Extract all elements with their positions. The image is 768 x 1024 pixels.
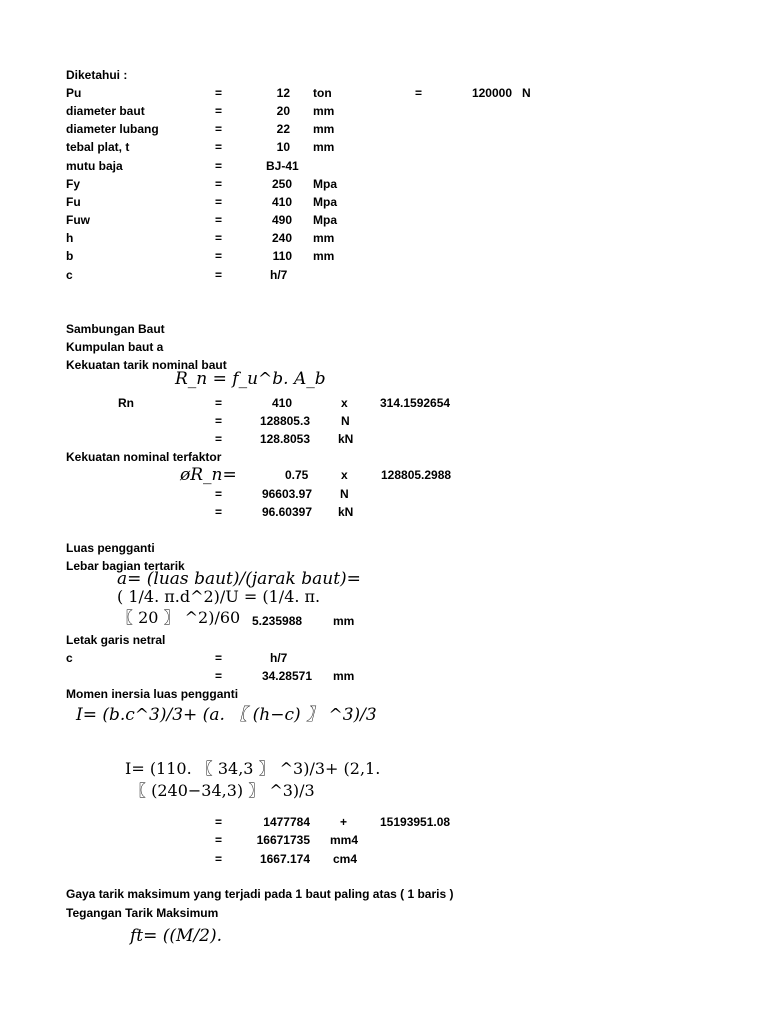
given-unit-converted: N <box>522 86 531 100</box>
equals-sign: = <box>215 231 223 245</box>
equals-sign: = <box>215 833 223 847</box>
rn-unit: kN <box>338 432 354 446</box>
c-unit: mm <box>333 669 355 683</box>
rn-value: 314.1592654 <box>380 396 451 410</box>
phi-result: 96.60397 <box>261 505 312 519</box>
equals-sign: = <box>215 487 223 501</box>
given-value: 22 <box>276 122 290 136</box>
given-value: 240 <box>271 231 292 245</box>
a-formula: 〖 20 〗 ^2)/60 <box>117 608 241 627</box>
given-value: 20 <box>276 104 290 118</box>
multiply-sign: x <box>341 468 348 482</box>
a-unit: mm <box>333 614 355 628</box>
given-unit: mm <box>313 122 335 136</box>
equals-sign: = <box>215 104 223 118</box>
inertia-result: 1667.174 <box>259 852 310 866</box>
given-unit: mm <box>313 140 335 154</box>
phi-operand: 128805.2988 <box>381 468 452 482</box>
given-label: c <box>66 268 73 282</box>
c-value: 34.28571 <box>261 669 312 683</box>
given-value: 410 <box>271 195 292 209</box>
phi-factor: 0.75 <box>285 468 309 482</box>
multiply-sign: x <box>341 396 348 410</box>
rn-formula: R_n = f_u^b. A_b <box>175 369 326 389</box>
replacement-area-title: Luas pengganti <box>66 541 155 555</box>
given-value-converted: 120000 <box>471 86 512 100</box>
equals-sign: = <box>215 177 223 191</box>
neutral-axis-title: Letak garis netral <box>66 633 166 647</box>
given-label: tebal plat, t <box>66 140 130 154</box>
given-label: Fu <box>66 195 81 209</box>
given-value: BJ-41 <box>266 159 299 173</box>
equals-sign: = <box>215 140 223 154</box>
given-unit: ton <box>313 86 332 100</box>
equals-sign: = <box>215 669 223 683</box>
inertia-unit: mm4 <box>330 833 359 847</box>
equals-sign: = <box>215 505 223 519</box>
given-label: Fy <box>66 177 81 191</box>
given-unit: Mpa <box>313 177 337 191</box>
phi-unit: kN <box>338 505 354 519</box>
equals-sign: = <box>215 86 223 100</box>
equals-sign: = <box>215 396 223 410</box>
given-label: mutu baja <box>66 159 123 173</box>
plus-sign: + <box>340 815 348 829</box>
given-title: Diketahui : <box>66 68 128 82</box>
max-tensile-stress-title: Tegangan Tarik Maksimum <box>66 906 219 920</box>
inertia-term: 1477784 <box>263 815 310 829</box>
rn-value: 410 <box>271 396 292 410</box>
phi-unit: N <box>340 487 349 501</box>
equals-sign: = <box>215 268 223 282</box>
a-formula: ( 1/4. π.d^2)/U = (1/4. π. <box>117 587 321 606</box>
given-value: 12 <box>276 86 290 100</box>
inertia-term: 15193951.08 <box>380 815 451 829</box>
inertia-formula: I= (b.c^3)/3+ (a. 〖 (h−c) 〗 ^3)/3 <box>76 705 377 725</box>
inertia-title: Momen inersia luas pengganti <box>66 687 239 701</box>
given-label: h <box>66 231 74 245</box>
rn-result: 128805.3 <box>259 414 310 428</box>
inertia-substitution: I= (110. 〖 34,3 〗 ^3)/3+ (2,1. <box>125 759 381 778</box>
equals-sign: = <box>215 815 223 829</box>
nominal-strength-title: Kekuatan tarik nominal baut <box>66 358 227 372</box>
given-unit: mm <box>313 231 335 245</box>
given-value: 250 <box>271 177 292 191</box>
factored-strength-title: Kekuatan nominal terfaktor <box>66 450 222 464</box>
phi-result: 96603.97 <box>261 487 312 501</box>
given-value: h/7 <box>270 268 288 282</box>
equals-sign: = <box>215 249 223 263</box>
given-label: diameter baut <box>66 104 145 118</box>
equals-sign: = <box>215 213 223 227</box>
given-value: 490 <box>271 213 292 227</box>
rn-label: Rn <box>118 396 134 410</box>
given-value: 110 <box>272 249 292 263</box>
c-label: c <box>66 651 73 665</box>
subsection-heading: Kumpulan baut a <box>66 340 164 354</box>
equals-sign: = <box>215 122 223 136</box>
phi-rn-formula: øR_n= <box>180 465 237 485</box>
ft-formula: ft= ((M/2). <box>130 926 223 946</box>
given-label: Fuw <box>66 213 90 227</box>
section-heading: Sambungan Baut <box>66 322 165 336</box>
equals-sign: = <box>415 86 423 100</box>
equals-sign: = <box>215 195 223 209</box>
equals-sign: = <box>215 651 223 665</box>
given-label: diameter lubang <box>66 122 159 136</box>
equals-sign: = <box>215 159 223 173</box>
given-unit: Mpa <box>313 213 337 227</box>
inertia-substitution: 〖 (240−34,3) 〗 ^3)/3 <box>130 781 315 800</box>
given-label: b <box>66 249 74 263</box>
max-tension-force-title: Gaya tarik maksimum yang terjadi pada 1 baut paling atas ( 1 baris ) <box>66 887 454 901</box>
given-label: Pu <box>66 86 82 100</box>
c-value: h/7 <box>270 651 288 665</box>
inertia-result: 16671735 <box>256 833 310 847</box>
a-value: 5.235988 <box>252 614 303 628</box>
inertia-unit: cm4 <box>333 852 358 866</box>
equals-sign: = <box>215 852 223 866</box>
equals-sign: = <box>215 414 223 428</box>
rn-unit: N <box>341 414 350 428</box>
given-unit: Mpa <box>313 195 337 209</box>
given-value: 10 <box>276 140 290 154</box>
given-unit: mm <box>313 249 335 263</box>
given-unit: mm <box>313 104 335 118</box>
tension-width-title: Lebar bagian tertarik <box>66 559 185 573</box>
equals-sign: = <box>215 432 223 446</box>
a-formula: a= (luas baut)/(jarak baut)= <box>117 569 361 589</box>
rn-result: 128.8053 <box>259 432 310 446</box>
